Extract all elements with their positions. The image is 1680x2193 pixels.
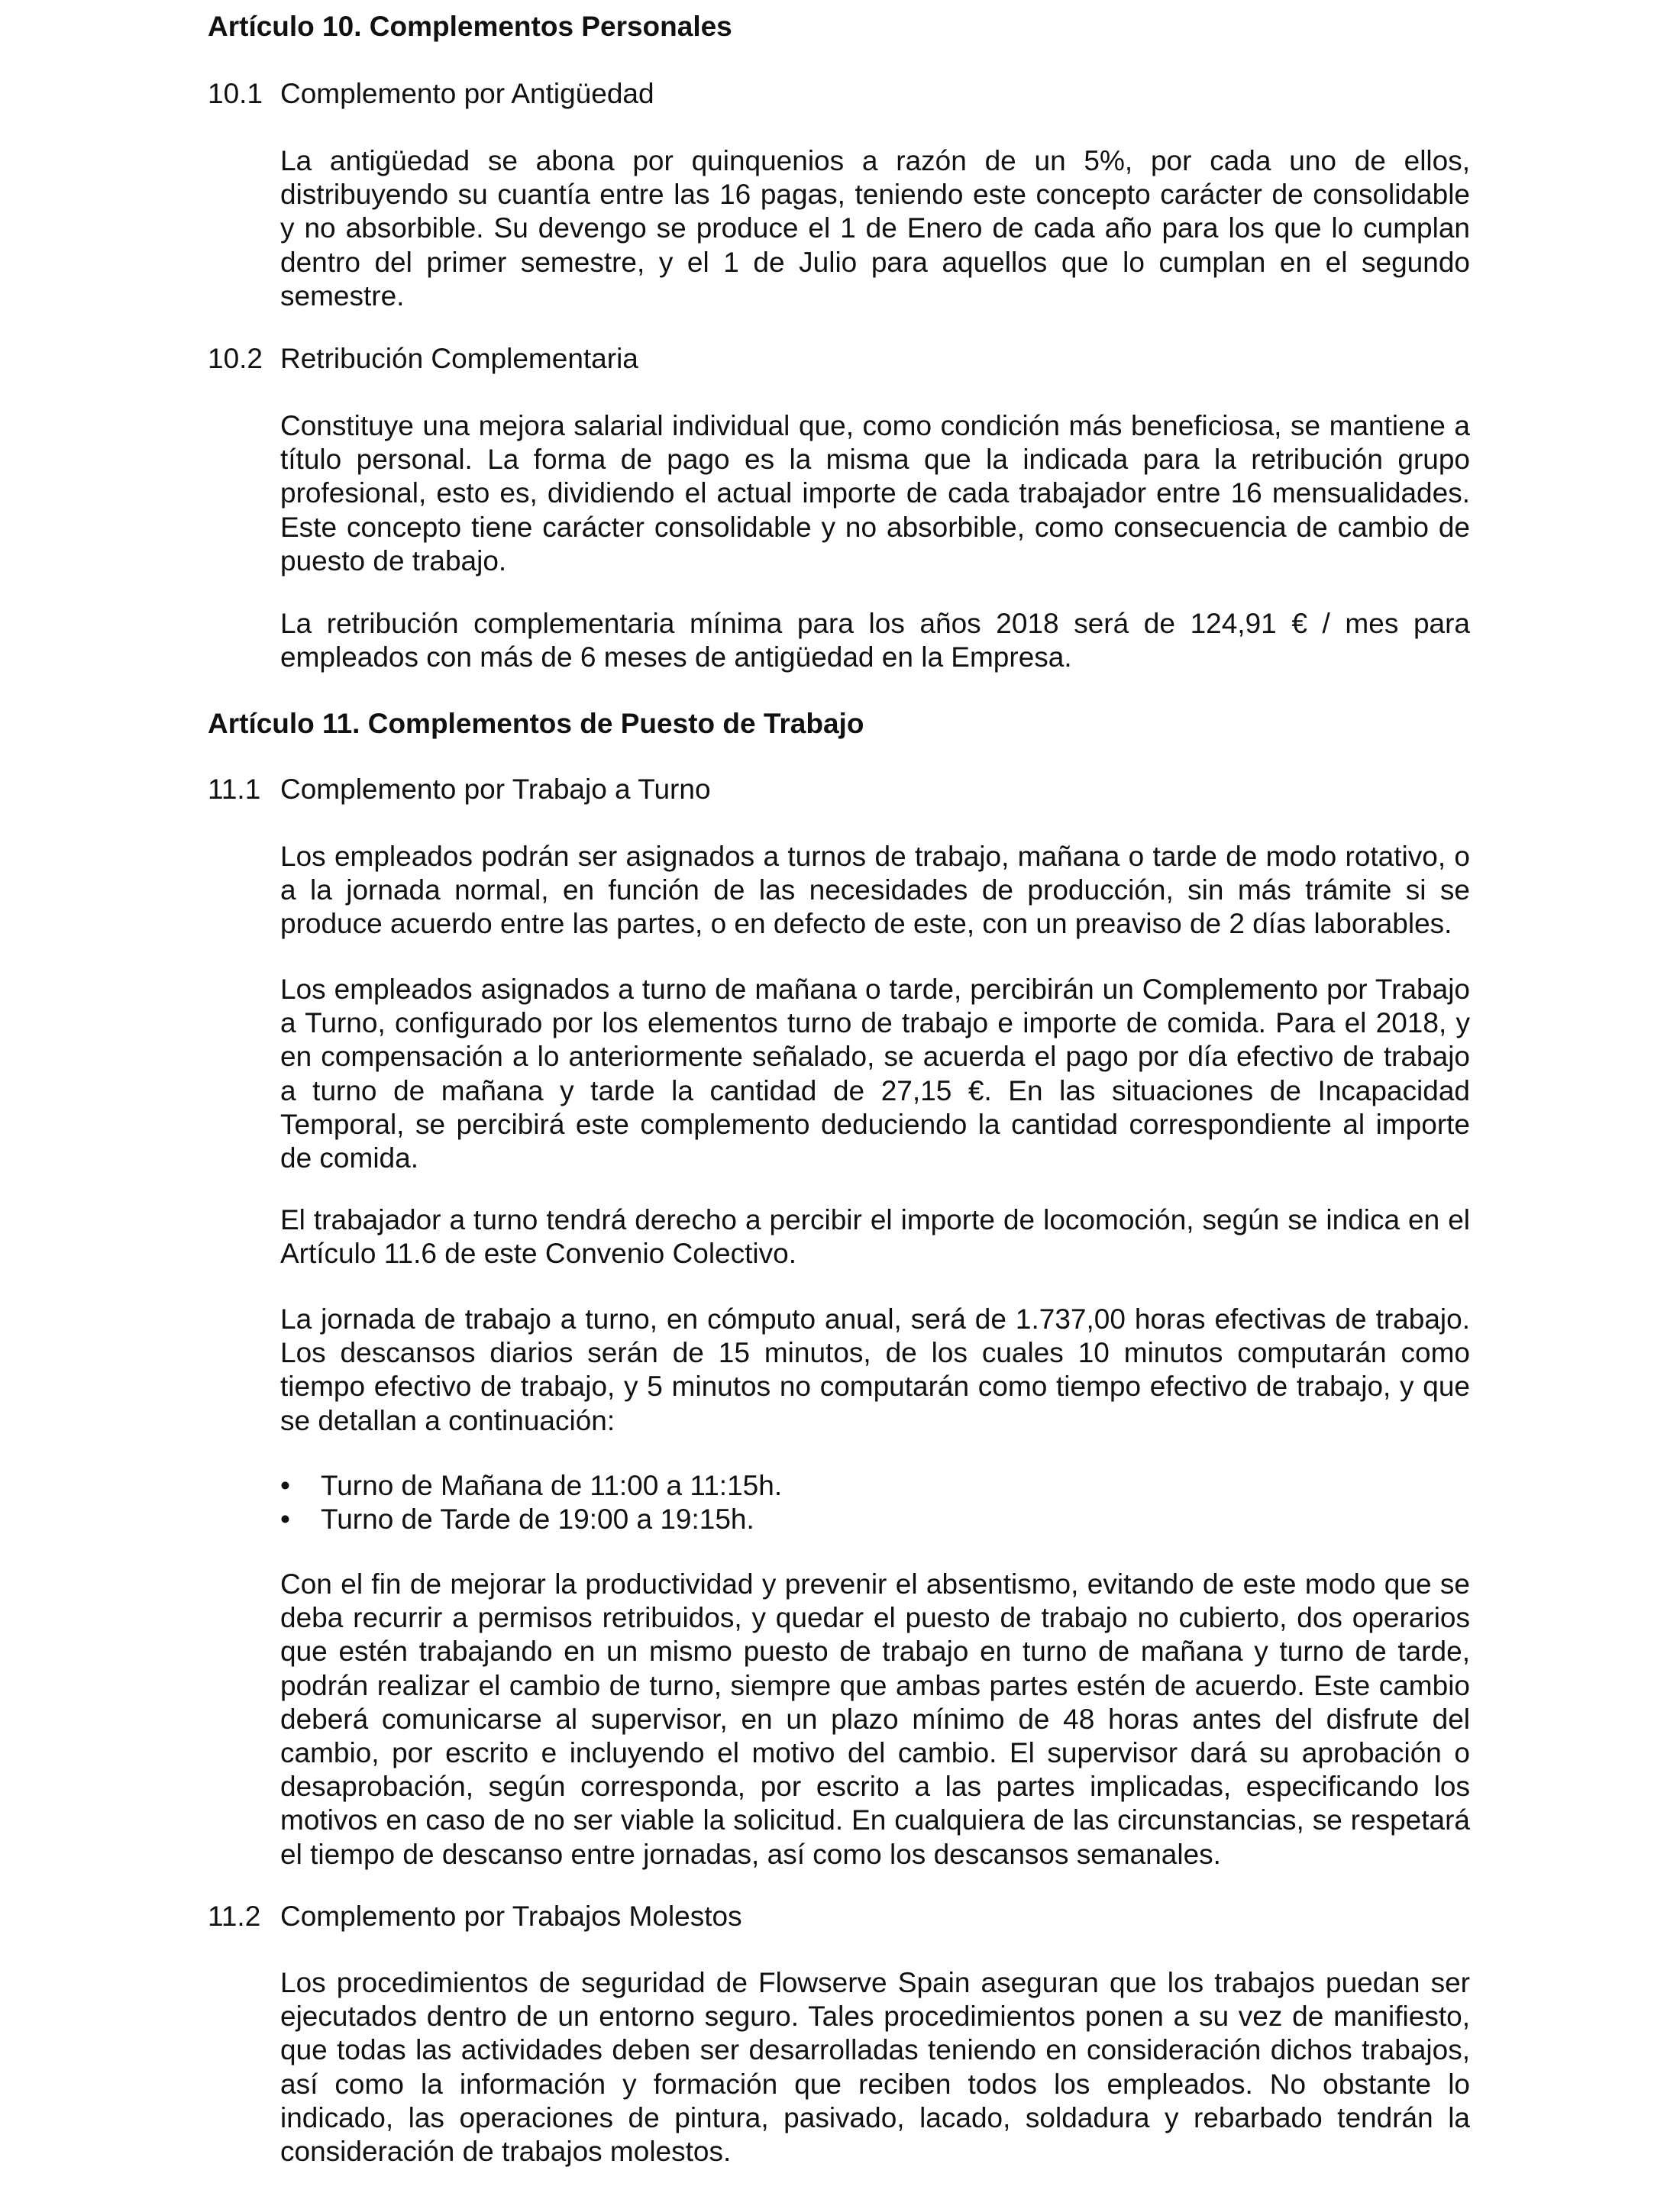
section-10-1-number: 10.1 xyxy=(208,78,263,109)
section-11-1-number: 11.1 xyxy=(208,774,261,805)
list-item-text: Turno de Tarde de 19:00 a 19:15h. xyxy=(321,1503,754,1536)
section-11-1-paragraph-2: Los empleados asignados a turno de mañana o tarde, percibirán un Complemento por Trabajo a Turno, configurado por los elementos turno de trabajo e importe de comida. Para el 2018, y en compensación a lo anteriormente señalado, se acuerda el pago por día efectivo de trabajo a turno de mañana y tarde la cantidad de 27,15 €. En las situaciones de Incapacidad Temporal, se percibirá este complemento deduciendo la cantidad correspondiente al importe de comida. xyxy=(280,974,1470,1174)
article-10-heading: Artículo 10. Complementos Personales xyxy=(208,11,732,42)
section-11-1-paragraph-1: Los empleados podrán ser asignados a turnos de trabajo, mañana o tarde de modo rotativo, o a la jornada normal, en función de las necesidades de producción, sin más trámite si se produce acuerdo entre las partes, o en defecto de este, con un preaviso de 2 días laborables. xyxy=(280,841,1470,940)
section-11-1-title: Complemento por Trabajo a Turno xyxy=(280,774,711,805)
section-10-1-heading xyxy=(208,77,654,111)
article-11-heading: Artículo 11. Complementos de Puesto de Trabajo xyxy=(208,708,864,739)
section-11-1-paragraph-5: Con el fin de mejorar la productividad y prevenir el absentismo, evitando de este modo que se deba recurrir a permisos retribuidos, y quedar el puesto de trabajo no cubierto, dos operarios que estén trabajando en un mismo puesto de trabajo en turno de mañana y turno de tarde, podrán realizar el cambio de turno, siempre que ambas partes estén de acuerdo. Este cambio deberá comunicarse al supervisor, en un plazo mínimo de 48 horas antes del disfrute del cambio, por escrito e incluyendo el motivo del cambio. El supervisor dará su aprobación o desaprobación, según corresponda, por escrito a las partes implicadas, especificando los motivos en caso de no ser viable la solicitud. En cualquiera de las circunstancias, se respetará el tiempo de descanso entre jornadas, así como los descansos semanales. xyxy=(280,1568,1470,1870)
section-11-2-number: 11.2 xyxy=(208,1901,261,1932)
section-10-2-paragraph-1: Constituye una mejora salarial individual que, como condición más beneficiosa, se mantiene a título personal. La forma de pago es la misma que la indicada para la retribución grupo profesional, esto es, dividiendo el actual importe de cada trabajador entre 16 mensualidades. Este concepto tiene carácter consolidable y no absorbible, como consecuencia de cambio de puesto de trabajo. xyxy=(280,410,1470,577)
bullet-icon: • xyxy=(280,1503,290,1536)
section-10-2-heading xyxy=(208,342,638,376)
bullet-icon: • xyxy=(280,1470,290,1501)
section-11-2-title: Complemento por Trabajos Molestos xyxy=(280,1901,742,1932)
section-11-1-paragraph-3: El trabajador a turno tendrá derecho a percibir el importe de locomoción, según se indica en el Artículo 11.6 de este Convenio Colectivo. xyxy=(280,1204,1470,1270)
section-10-2-number: 10.2 xyxy=(208,343,263,374)
section-10-2-paragraph-2: La retribución complementaria mínima para los años 2018 será de 124,91 € / mes para empleados con más de 6 meses de antigüedad en la Empresa. xyxy=(280,608,1470,673)
section-10-2-title: Retribución Complementaria xyxy=(280,343,638,374)
section-11-2-paragraph-1: Los procedimientos de seguridad de Flowserve Spain aseguran que los trabajos puedan ser ejecutados dentro de un entorno seguro. Tales procedimientos ponen a su vez de manifiesto, que todas las actividades deben ser desarrolladas teniendo en consideración dichos trabajos, así como la información y formación que reciben todos los empleados. No obstante lo indicado, las operaciones de pintura, pasivado, lacado, soldadura y rebarbado tendrán la consideración de trabajos molestos. xyxy=(280,1967,1470,2168)
section-10-1-paragraph-1: La antigüedad se abona por quinquenios a razón de un 5%, por cada uno de ellos, distribuyendo su cuantía entre las 16 pagas, teniendo este concepto carácter de consolidable y no absorbible. Su devengo se produce el 1 de Enero de cada año para los que lo cumplan dentro del primer semestre, y el 1 de Julio para aquellos que lo cumplan en el segundo semestre. xyxy=(280,145,1470,312)
section-11-1-heading xyxy=(208,773,711,806)
list-item-text: Turno de Mañana de 11:00 a 11:15h. xyxy=(321,1470,783,1501)
list-item xyxy=(280,1503,1470,1536)
rest-break-list xyxy=(280,1469,1470,1536)
list-item xyxy=(280,1469,1470,1503)
section-11-1-paragraph-4: La jornada de trabajo a turno, en cómputo anual, será de 1.737,00 horas efectivas de trabajo. Los descansos diarios serán de 15 minutos, de los cuales 10 minutos computarán como tiempo efectivo de trabajo, y 5 minutos no computarán como tiempo efectivo de trabajo, y que se detallan a continuación: xyxy=(280,1303,1470,1436)
section-11-2-heading xyxy=(208,1900,742,1933)
section-10-1-title: Complemento por Antigüedad xyxy=(280,78,654,109)
